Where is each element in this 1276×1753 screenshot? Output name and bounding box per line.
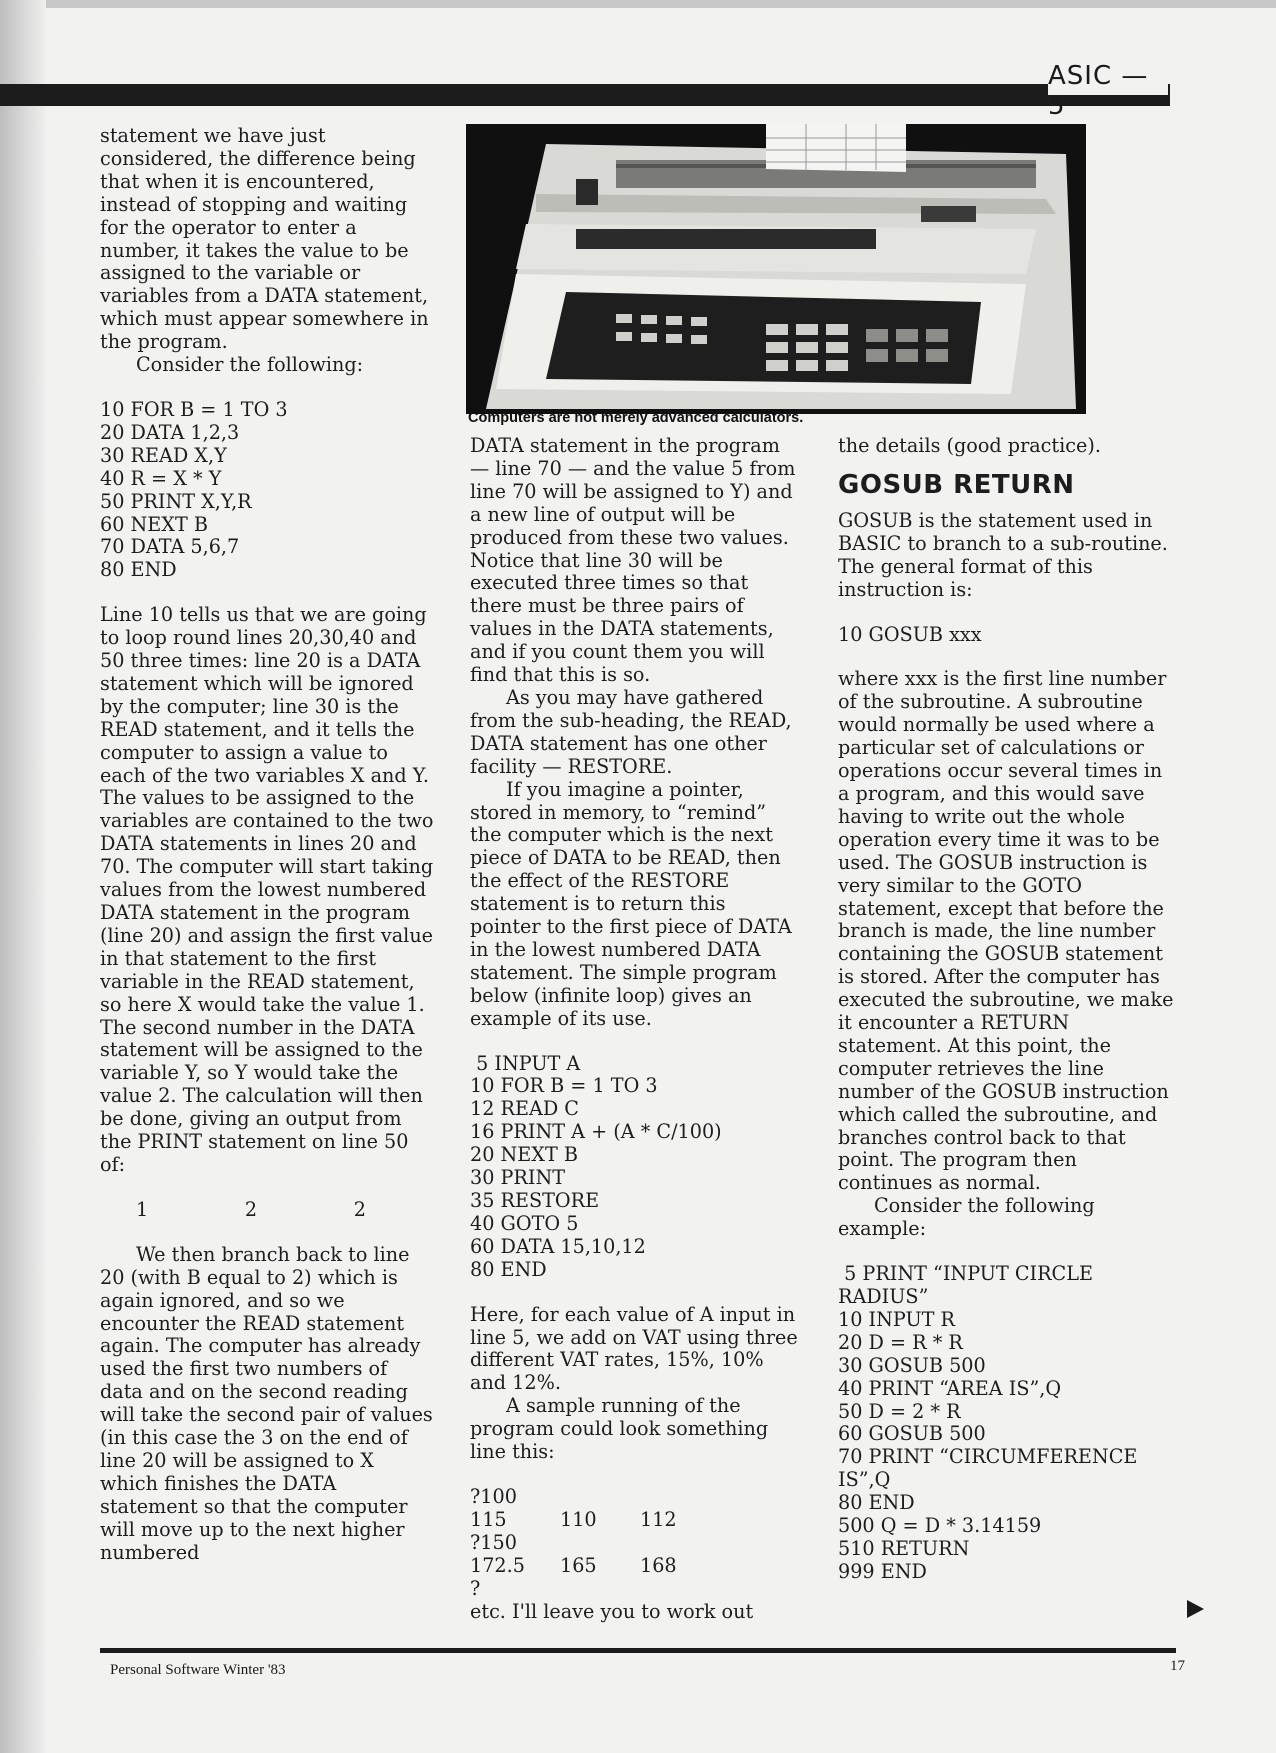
run-row bbox=[470, 1532, 802, 1555]
col2-paragraph-6: etc. I'll leave you to work out bbox=[470, 1599, 754, 1623]
code-line: 40 PRINT “AREA IS”,Q bbox=[838, 1376, 1062, 1400]
col3-paragraph-1: the details (good practice). bbox=[838, 434, 1101, 457]
code-line: 20 NEXT B bbox=[470, 1143, 578, 1167]
code-line: 60 GOSUB 500 bbox=[838, 1422, 986, 1446]
code-line: 70 PRINT “CIRCUMFERENCE bbox=[838, 1445, 1138, 1469]
section-heading: GOSUB RETURN bbox=[838, 469, 1075, 500]
photo-caption: Computers are not merely advanced calculators. bbox=[468, 410, 804, 426]
col1-paragraph-3: Line 10 tells us that we are going to loop round lines 20,30,40 and 50 three times: line 20 is a DATA statement which will be ignored by the computer; line 30 is the READ statement, and it tells the computer to assign a value to each of the two variables X and Y. The values to be assigned to the variables are contained to the two DATA statements in lines 20 and 70. The computer will start taking values from the lowest numbered DATA statement in the program (line 20) and assign the first value in that statement to the first variable in the READ statement, so here X would take the value 1. The second number in the DATA statement will be assigned to the variable Y, so Y would take the value 2. The calculation will then be done, giving an output from the PRINT statement on line 50 of: bbox=[100, 603, 434, 1176]
run-cell bbox=[560, 1578, 640, 1601]
binding-shadow bbox=[0, 0, 46, 1753]
run-cell bbox=[640, 1578, 720, 1601]
code-line: 12 READ C bbox=[470, 1097, 579, 1121]
publication-footer: Personal Software Winter '83 bbox=[110, 1662, 286, 1678]
code-line: 30 GOSUB 500 bbox=[838, 1353, 986, 1377]
column-1 bbox=[100, 125, 435, 1564]
code-line: 80 END bbox=[838, 1491, 915, 1515]
run-cell bbox=[640, 1532, 720, 1555]
header-rule bbox=[0, 84, 1170, 106]
code-line: 50 D = 2 * R bbox=[838, 1399, 961, 1423]
code-line: 16 PRINT A + (A * C/100) bbox=[470, 1120, 722, 1144]
section-header: ASIC — 5 bbox=[1048, 61, 1168, 95]
code-line: 10 FOR B = 1 TO 3 bbox=[470, 1074, 658, 1098]
footer-rule bbox=[100, 1648, 1176, 1653]
col1-code-listing bbox=[100, 399, 435, 582]
output-value: 1 bbox=[136, 1197, 149, 1221]
page-number: 17 bbox=[1170, 1658, 1185, 1674]
code-line: 30 READ X,Y bbox=[100, 443, 227, 467]
run-cell bbox=[560, 1486, 640, 1509]
col2-paragraph-4: Here, for each value of A input in line 5, we add on VAT using three different VAT rates, 15%, 10% and 12%. bbox=[470, 1302, 798, 1395]
col2-code-listing bbox=[470, 1053, 802, 1282]
calculator-photo bbox=[466, 124, 1086, 414]
col2-paragraph-5: A sample running of the program could look something line this: bbox=[470, 1394, 769, 1464]
col1-paragraph-1: statement we have just considered, the difference being that when it is encountered, instead of stopping and waiting for the operator to enter a number, it takes the value to be assigned to the variable or variables from a DATA statement, which must appear somewhere in the program. bbox=[100, 124, 429, 354]
col2-paragraph-2: As you may have gathered from the sub-heading, the READ, DATA statement has one other facility — RESTORE. bbox=[470, 685, 792, 778]
run-cell: ? bbox=[470, 1576, 481, 1600]
calculator-image bbox=[466, 124, 1086, 414]
run-cell: 112 bbox=[640, 1507, 677, 1531]
run-cell: ?150 bbox=[470, 1530, 517, 1554]
column-2 bbox=[470, 435, 802, 1623]
code-line: 80 END bbox=[100, 558, 177, 582]
col1-output-line bbox=[100, 1199, 366, 1222]
col3-paragraph-4: Consider the following example: bbox=[838, 1194, 1095, 1241]
run-cell bbox=[640, 1486, 720, 1509]
code-line: 35 RESTORE bbox=[470, 1189, 600, 1212]
run-row bbox=[470, 1578, 802, 1601]
code-line: 80 END bbox=[470, 1257, 547, 1281]
col1-paragraph-2: Consider the following: bbox=[136, 353, 364, 377]
col2-paragraph-3: If you imagine a pointer, stored in memory, to “remind” the computer which is the next piece of DATA to be READ, then the effect of the RESTORE statement is to return this pointer to the first piece of DATA in the lowest numbered DATA statement. The simple program below (infinite loop) gives an example of its use. bbox=[470, 777, 792, 1030]
code-line: 20 D = R * R bbox=[838, 1330, 963, 1354]
continue-arrow-icon bbox=[1187, 1600, 1204, 1618]
run-cell: ?100 bbox=[470, 1484, 517, 1508]
column-3 bbox=[838, 435, 1174, 1584]
code-line: 70 DATA 5,6,7 bbox=[100, 535, 240, 559]
col3-format-line: 10 GOSUB xxx bbox=[838, 622, 982, 646]
col3-code-listing bbox=[838, 1263, 1174, 1584]
run-cell: 172.5 bbox=[470, 1553, 525, 1577]
page-top-edge bbox=[0, 0, 1276, 8]
code-line: 30 PRINT bbox=[470, 1166, 566, 1190]
run-cell bbox=[560, 1532, 640, 1555]
output-value: 2 bbox=[353, 1197, 366, 1221]
run-cell: 168 bbox=[640, 1553, 677, 1577]
code-line: 40 R = X * Y bbox=[100, 466, 222, 490]
code-line: 60 DATA 15,10,12 bbox=[470, 1234, 646, 1258]
code-line: RADIUS” bbox=[838, 1285, 929, 1308]
col3-paragraph-2: GOSUB is the statement used in BASIC to branch to a sub-routine. The general format of this instruction is: bbox=[838, 508, 1168, 601]
code-line: 999 END bbox=[838, 1559, 927, 1583]
code-line: 10 FOR B = 1 TO 3 bbox=[100, 397, 288, 421]
code-line: 5 INPUT A bbox=[470, 1051, 581, 1075]
code-line: 20 DATA 1,2,3 bbox=[100, 420, 240, 444]
run-row bbox=[470, 1486, 802, 1509]
code-line: 5 PRINT “INPUT CIRCLE bbox=[838, 1262, 1093, 1286]
code-line: 60 NEXT B bbox=[100, 512, 208, 536]
code-line: 40 GOTO 5 bbox=[470, 1211, 579, 1235]
run-row bbox=[470, 1509, 802, 1532]
code-line: 510 RETURN bbox=[838, 1536, 970, 1560]
code-line: 50 PRINT X,Y,R bbox=[100, 489, 252, 513]
code-line: 500 Q = D * 3.14159 bbox=[838, 1514, 1042, 1538]
run-cell: 165 bbox=[560, 1553, 597, 1577]
col2-paragraph-1: DATA statement in the program — line 70 — and the value 5 from line 70 will be assigned to Y) and a new line of output will be produced from these two values. Notice that line 30 will be executed three times so that there must be three pairs of values in the DATA statements, and if you count them you will find that this is so. bbox=[470, 434, 796, 687]
output-value: 2 bbox=[244, 1197, 258, 1221]
code-line: 10 INPUT R bbox=[838, 1307, 955, 1331]
col1-paragraph-4: We then branch back to line 20 (with B equal to 2) which is again ignored, and so we encounter the READ statement again. The computer has already used the first two numbers of data and on the second reading will take the second pair of values (in this case the 3 on the end of line 20 will be assigned to X which finishes the DATA statement so that the computer will move up to the next higher numbered bbox=[100, 1242, 433, 1564]
col3-paragraph-3: where xxx is the first line number of the subroutine. A subroutine would normally be used where a particular set of calculations or operations occur several times in a program, and this would save having to write out the whole operation every time it was to be used. The GOSUB instruction is very similar to the GOTO statement, except that before the branch is made, the line number containing the GOSUB statement is stored. After the computer has executed the subroutine, we make it encounter a RETURN statement. At this point, the computer retrieves the line number of the GOSUB instruction which called the subroutine, and branches control back to that point. The program then continues as normal. bbox=[838, 667, 1174, 1195]
run-cell: 110 bbox=[560, 1507, 597, 1531]
run-row bbox=[470, 1555, 802, 1578]
col2-sample-run bbox=[470, 1486, 802, 1601]
run-cell: 115 bbox=[470, 1507, 507, 1531]
code-line: IS”,Q bbox=[838, 1468, 891, 1492]
